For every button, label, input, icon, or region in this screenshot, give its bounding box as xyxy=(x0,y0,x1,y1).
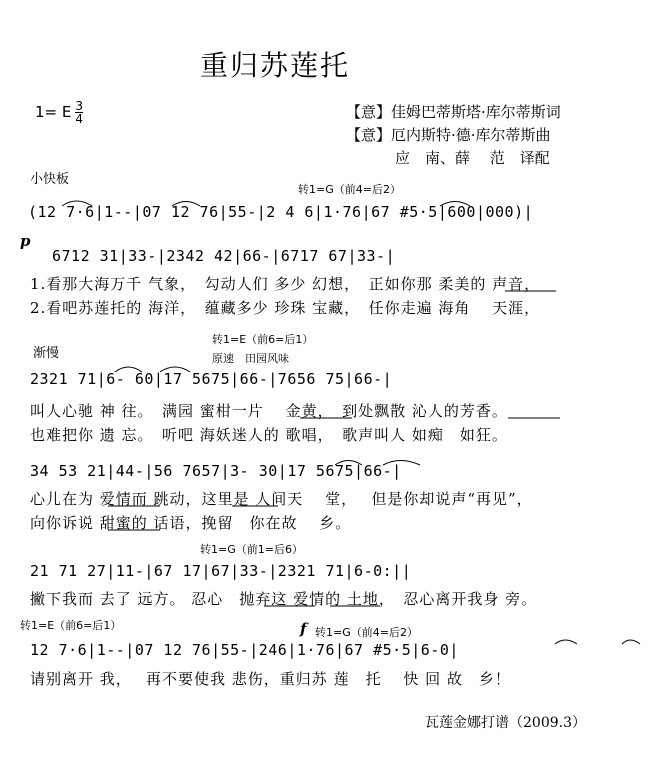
notation-line: 21 71 27|11-|67 17|67|33-|2321 71|6-0:|| xyxy=(30,562,412,580)
song-title: 重归苏莲托 xyxy=(200,49,351,82)
dynamic-mark: p xyxy=(20,232,31,250)
slur-mark xyxy=(440,202,470,207)
lyric-line: 向你诉说 甜蜜的 话语，挽留 你在故 乡。 xyxy=(30,514,352,532)
tempo-marking: 原速 田园风味 xyxy=(212,352,289,365)
composer-credit: 【意】厄内斯特·德·库尔蒂斯曲 xyxy=(346,126,551,144)
tempo-marking: 渐慢 xyxy=(33,346,60,361)
lyric-line: 心儿在为 爱情而 跳动，这里是 人间天 堂， 但是你却说声“再见”， xyxy=(30,490,533,508)
notation-line: 34 53 21|44-|56 7657|3- 30|17 5675|66-| xyxy=(30,462,402,480)
lyric-line: 撇下我而 去了 远方。 忍心 抛弃这 爱情的 土地， 忍心离开我身 旁。 xyxy=(30,590,538,608)
slur-mark xyxy=(335,461,362,466)
dynamic-mark: f xyxy=(300,620,307,638)
lyric-line: 请别离开 我， 再不要使我 悲伤，重归苏 莲 托 快 回 故 乡！ xyxy=(30,670,511,688)
modulation-mark: 转1=G（前4=后2） xyxy=(315,626,418,639)
slur-mark xyxy=(622,640,640,644)
modulation-mark: 转1=E（前6=后1） xyxy=(20,619,122,632)
time-signature: $\frac{3}{4}$ xyxy=(75,99,83,126)
modulation-mark: 转1=G（前4=后2） xyxy=(298,183,401,196)
lyric-line: 叫人心驰 神 往。 满园 蜜柑一片 金黄， 到处飘散 沁人的芳香。 xyxy=(30,402,508,420)
transcriber-credit: 瓦莲金娜打谱（2009.3） xyxy=(425,715,586,731)
slur-mark xyxy=(172,202,200,207)
slur-mark xyxy=(555,640,577,644)
lyric-line: 2.看吧苏莲托的 海洋， 蕴藏多少 珍珠 宝藏， 任你走遍 海角 天涯， xyxy=(30,299,541,317)
modulation-mark: 转1=G（前1=后6） xyxy=(200,543,303,556)
notation-line: (12 7·6|1--|07 12 76|55-|2 4 6|1·76|67 #5·5|600|000)| xyxy=(28,203,534,221)
notation-line: 2321 71|6- 60|17 5675|66-|7656 75|66-| xyxy=(30,370,393,388)
slur-mark xyxy=(160,367,190,372)
modulation-mark: 转1=E（前6=后1） xyxy=(212,333,314,346)
key-label: 1= E xyxy=(35,103,72,121)
translator-credit: 应 南、薛 范 译配 xyxy=(395,149,550,167)
slur-mark xyxy=(115,367,142,372)
slur-mark xyxy=(383,461,420,466)
lyric-line: 1.看那大海万千 气象， 勾动人们 多少 幻想， 正如你那 柔美的 声音， xyxy=(30,275,541,293)
lyricist-credit: 【意】佳姆巴蒂斯塔·库尔蒂斯词 xyxy=(346,103,561,121)
tempo-marking: 小快板 xyxy=(30,172,70,187)
notation-line: 6712 31|33-|2342 42|66-|6717 67|33-| xyxy=(52,247,396,265)
lyric-line: 也难把你 遗 忘。 听吧 海妖迷人的 歌唱， 歌声叫人 如痴 如狂。 xyxy=(30,426,508,444)
notation-line: 12 7·6|1--|07 12 76|55-|246|1·76|67 #5·5|6-0| xyxy=(30,641,459,659)
slur-mark xyxy=(62,201,92,206)
